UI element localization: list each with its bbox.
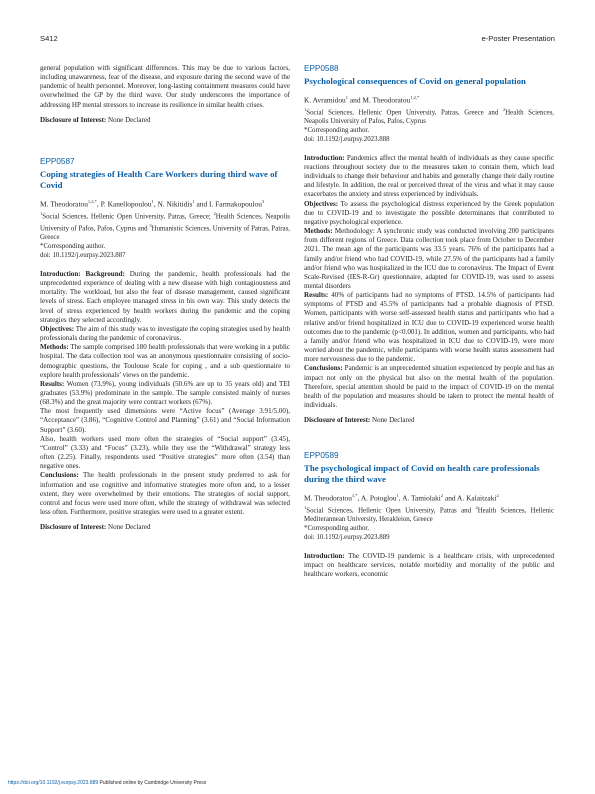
disclosure: Disclosure of Interest: None Declared: [304, 416, 415, 425]
affiliations: $^1$Social Sciences, Hellenic Open University, Patras, Greece; $^2$Health Sciences, Neapolis University of Pafos, Pafos, Cyprus and $^3$Humanistic Sciences, University of Patras, Patras, Greece: [40, 210, 290, 242]
footer-published: Published online by Cambridge University Press: [98, 780, 207, 786]
abstract-id: EPP0587: [40, 156, 75, 166]
abstract-id: EPP0589: [304, 451, 339, 461]
doi[interactable]: doi: 10.1192/j.eurpsy.2023.887: [40, 252, 126, 260]
author-list: M. Theodoratou$^{1,2,*}$, P. Kanellopoulou$^1$, N. Nikitidis$^1$ and I. Farmakopoulou$^3$: [40, 198, 265, 209]
methods: Methods: Methodology: A synchronic study was conducted involving 200 participants from different regions of Greece. Data collection took place from October to December 2021. The mean age of the participants was 33.5 years. 76% of the participants had a family and/or friend who had COVID-19, while 27.5% of the participants had a family and/or friend who was hospitalized in the ICU due to coronavirus. The Impact of Event Scale-Revised (IES-R-Gr) questionnaire, adapted for COVID-19, was used to assess mental disorders: [304, 227, 554, 290]
corresponding-author: *Corresponding author.: [304, 525, 370, 533]
disclosure: Disclosure of Interest: None Declared: [40, 523, 151, 532]
disclosure-label: Disclosure of Interest:: [40, 115, 107, 124]
doi[interactable]: doi: 10.1192/j.eurpsy.2023.889: [304, 534, 390, 542]
abstract-epp0589: [304, 451, 554, 579]
disclosure-value: None Declared: [108, 115, 151, 124]
objectives: Objectives: To assess the psychological distress experienced by the Greek population due to COVID-19 and to investigate the possible determinants that contributed to negative psychological experience.: [304, 199, 554, 226]
results-continued-2: Also, health workers used more often the strategies of “Social support” (3.45), “Control” (3.33) and “Focus” (3.23), while they use the “Withdrawal” strategy less often (2.25). Finally, respondents used “Positive strategies” more often (3.54) than negative ones.: [40, 434, 290, 471]
author-list: M. Theodoratou$^{1,*}$, A. Potoglou$^1$, A. Tamiolaki$^2$ and A. Kalaitzaki$^2$: [304, 493, 499, 503]
left-column: [40, 64, 290, 532]
author-list: K. Avramidou$^1$ and M. Theodoratou$^{1,2,*}$: [304, 95, 420, 105]
doi[interactable]: doi: 10.1192/j.eurpsy.2023.888: [304, 135, 390, 143]
conclusions: Conclusions: Pandemic is an unprecedented situation experienced by people and has an impact not only on the physical but also on the mental health of the population. Therefore, special attention should be paid to the impact of COVID-19 on the mental health of the population and measures should be taken to protect the mental health of individuals.: [304, 364, 554, 410]
affiliations: $^1$Social Sciences, Hellenic Open University, Patras and $^2$Health Sciences, Hellenic Mediterannean University, Herakleion, Greece: [304, 505, 554, 524]
introduction: Introduction: The COVID-19 pandemic is a healthcare crisis, with unprecedented impact on healthcare services, notable morbidity and mortality of the public and healthcare workers, economic: [304, 552, 554, 579]
abstract-title: Coping strategies of Health Care Workers during third wave of Covid: [40, 168, 278, 190]
abstract-epp0587: [40, 157, 290, 532]
objectives: Objectives: The aim of this study was to investigate the coping strategies used by health professionals during the pandemic of coronavirus.: [40, 324, 290, 343]
corresponding-author: *Corresponding author.: [304, 126, 370, 134]
affiliations: $^1$Social Sciences, Hellenic Open University, Patras, Greece and $^2$Health Sciences, Neapolis University of Pafos, Pafos, Cyprus: [304, 106, 555, 126]
introduction: Introduction: Pandemics affect the mental health of individuals as they cause specific reactions throughout society due to the measures taken to contain them, which lead individuals to change their behaviour and habits and generally change their daily routine and lifestyle. In addition, the real or perceived threat of the virus and what it may cause exacerbates the anxiety and stress experienced by individuals.: [304, 153, 554, 199]
results: Results: 40% of participants had no symptoms of PTSD. 14.5% of participants had symptoms of PTSD and 45.5% of participants had a probable diagnosis of PTSD. Women, participants with worse self-assessed health status and participants who had a relative and/or friend hospitalized in ICU due to COVID-19 experienced worse health outcomes due to the pandemic (p<0.001). In addition, women and participants, who had a family and/or friend who was hospitalized in ICU due to COVID-19, were more worried about the pandemic, while participants with worse health status assessment had more nervousness due to the pandemic.: [304, 291, 554, 364]
results: Results: Women (73.9%), young individuals (50.6% are up to 35 years old) and TEI graduates (53.9%) predominate in the sample. The sample consisted mainly of nurses (68.3%) and the great majority were contract workers (67%).: [40, 379, 290, 407]
page-number: S412: [40, 34, 58, 43]
abstract-epp0588: [304, 64, 554, 425]
results-continued: The most frequently used dimensions were “Active focus” (Average 3.91/5.00), “Acceptance” (3.86), “Cognitive Control and Planning” (3.61) and “Social Information Support” (3.60).: [40, 407, 290, 434]
footer-doi-link[interactable]: https://doi.org/10.1192/j.eurpsy.2023.889: [8, 780, 99, 786]
conclusions: Conclusions: The health professionals in the present study preferred to ask for information and use cognitive and informative strategies more often and, to a lesser extent, they were overwhelmed by their emotions. The strategies of social support, control and focus were used more often, while the strategy of withdrawal was selected less often. Furthermore, positive strategies were used to a greater extent.: [40, 471, 290, 516]
section-header: e-Poster Presentation: [481, 34, 555, 43]
right-column: [304, 64, 554, 580]
carryover-paragraph: general population with significant differences. This may be due to various factors, including unawareness, fear of the disease, and exposure during the second wave of the pandemic of health personnel. Moreover, long-lasting containment measures could have overwhelmed the GP by the third wave. Our study underscores the importance of addressing HP mental stressors to increase its resilience in similar health crises.: [40, 64, 290, 109]
corresponding-author: *Corresponding author.: [40, 243, 106, 251]
abstract-title: Psychological consequences of Covid on general population: [304, 76, 526, 86]
methods: Methods: The sample comprised 180 health professionals that were working in a public hospital. The data collection tool was an anonymous questionnaire consisting of socio-demographic questions, the Toulouse Scale for coping , and a sub questionnaire to explore health professionals’ views on the pandemic.: [40, 343, 290, 379]
abstract-title: The psychological impact of Covid on health care professionals during the third wave: [304, 463, 540, 485]
page-footer: [8, 780, 206, 786]
introduction: Introduction: Background: During the pandemic, health professionals had the unprecedented experience of dealing with a new disease with high contagiousness and mortality. The workload, but also the fear of disease management, caused significant levels of stress. Each employee managed stress in his own way. This study detects the level of stress experienced by health workers during the pandemic and the coping strategies they selected accordingly.: [40, 269, 291, 324]
carryover-disclosure: [40, 116, 290, 125]
abstract-id: EPP0588: [304, 64, 339, 73]
